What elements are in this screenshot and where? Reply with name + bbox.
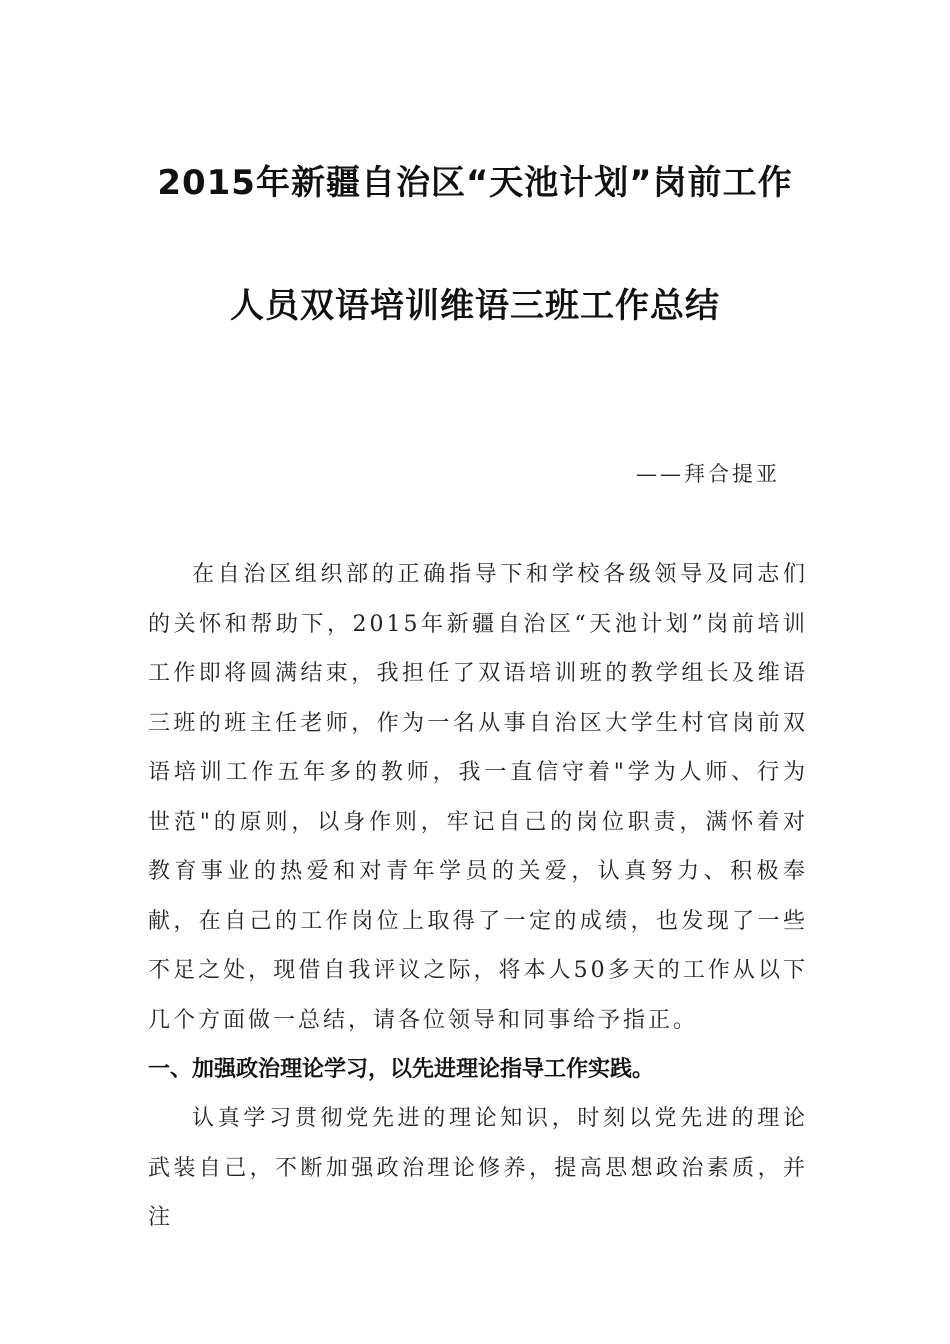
body-paragraph-2-container xyxy=(148,1094,808,1243)
document-title-line-1: 2015年新疆自治区“天池计划”岗前工作 xyxy=(157,163,793,203)
section-heading-1: 一、加强政治理论学习，以先进理论指导工作实践。 xyxy=(148,1057,655,1082)
body-paragraph-2: 认真学习贯彻党先进的理论知识，时刻以党先进的理论武装自己，不断加强政治理论修养，提高思想政治素质，并注 xyxy=(148,1106,808,1230)
body-paragraph-1: 在自治区组织部的正确指导下和学校各级领导及同志们的关怀和帮助下，2015年新疆自治区“天池计划”岗前培训工作即将圆满结束，我担任了双语培训班的教学组长及维语三班的班主任老师，作为一名从事自治区大学生村官岗前双语培训工作五年多的教师，我一直信守着"学为人师、行为世范"的原则，以身作则，牢记自己的岗位职责，满怀着对教育事业的热爱和对青年学员的关爱，认真努力、积极奉献，在自己的工作岗位上取得了一定的成绩，也发现了一些不足之处，现借自我评议之际，将本人50多天的工作从以下几个方面做一总结，请各位领导和同事给予指正。 xyxy=(148,562,808,1033)
author-signature: ——拜合提亚 xyxy=(636,462,780,486)
document-title-line-2: 人员双语培训维语三班工作总结 xyxy=(230,286,720,326)
body-paragraph-1-container xyxy=(148,550,808,1045)
